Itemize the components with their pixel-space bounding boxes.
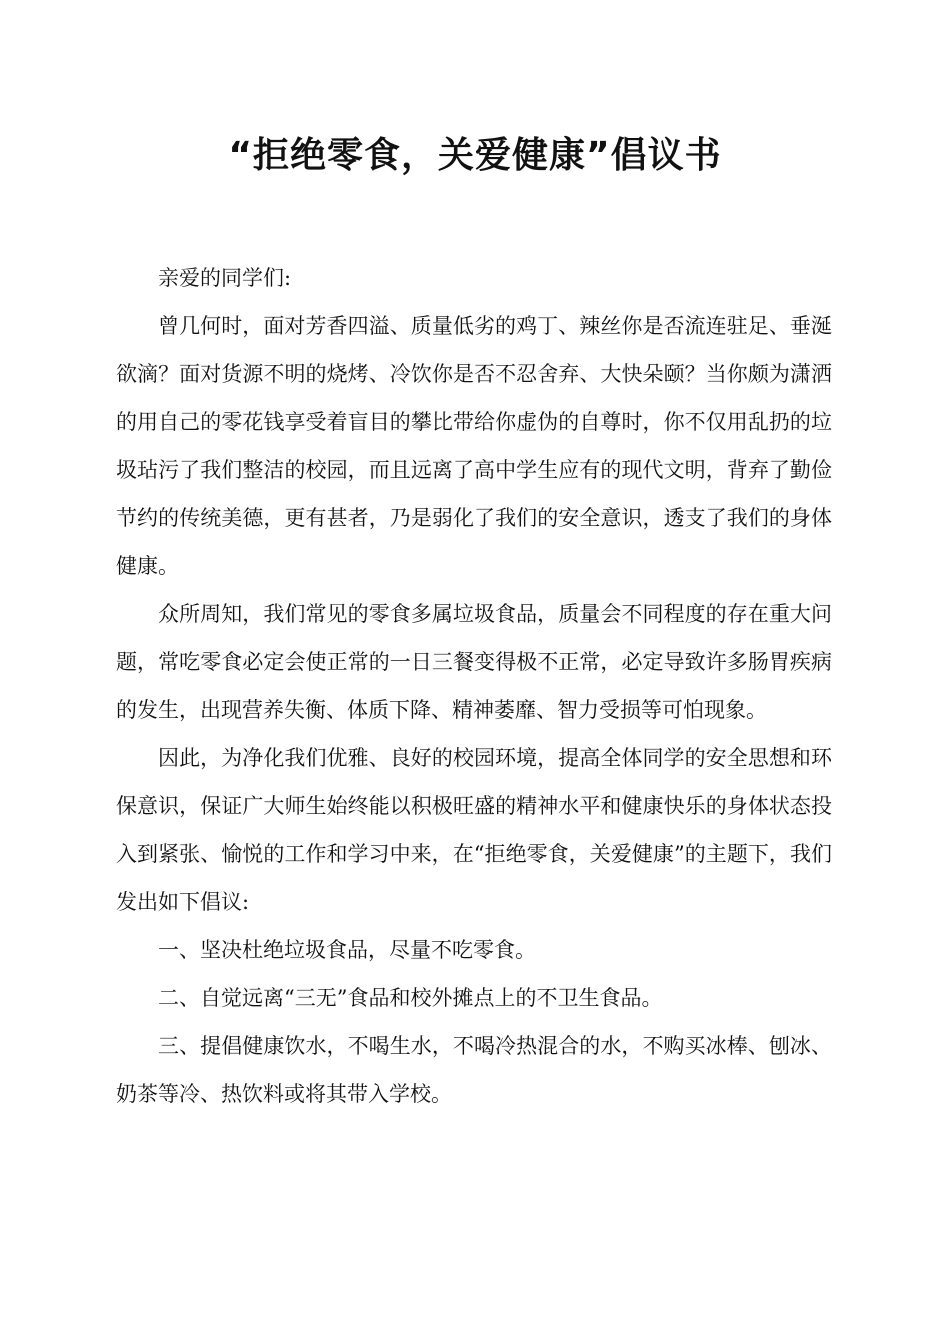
document-title: “拒绝零食，关爱健康”倡议书 [228,135,722,176]
paragraph-proposal-lead: 因此，为净化我们优雅、良好的校园环境，提高全体同学的安全思想和环保意识，保证广大师生始终能以积极旺盛的精神水平和健康快乐的身体状态投入到紧张、愉悦的工作和学习中来，在“拒绝零食，关爱健康”的主题下，我们发出如下倡议: [116,746,832,914]
proposal-item-2: 二、自觉远离“三无”食品和校外摊点上的不卫生食品。 [158,986,663,1010]
proposal-item-3: 三、提倡健康饮水，不喝生水，不喝冷热混合的水，不购买冰棒、刨冰、奶茶等冷、热饮料或将其带入学校。 [116,1034,832,1106]
proposal-item-1: 一、坚决杜绝垃圾食品，尽量不吃零食。 [158,938,536,962]
paragraph-intro: 曾几何时，面对芳香四溢、质量低劣的鸡丁、辣丝你是否流连驻足、垂涎欲滴？面对货源不明的烧烤、冷饮你是否不忍舍弃、大快朵颐？当你颇为潇洒的用自己的零花钱享受着盲目的攀比带给你虚伪的自尊时，你不仅用乱扔的垃圾玷污了我们整洁的校园，而且远离了高中学生应有的现代文明，背弃了勤俭节约的传统美德，更有甚者，乃是弱化了我们的安全意识，透支了我们的身体健康。 [116,314,832,578]
document-body [116,254,832,1118]
paragraph-harm: 众所周知，我们常见的零食多属垃圾食品，质量会不同程度的存在重大问题，常吃零食必定会使正常的一日三餐变得极不正常，必定导致许多肠胃疾病的发生，出现营养失衡、体质下降、精神萎靡、智力受损等可怕现象。 [116,602,832,722]
greeting: 亲爱的同学们: [158,266,292,290]
